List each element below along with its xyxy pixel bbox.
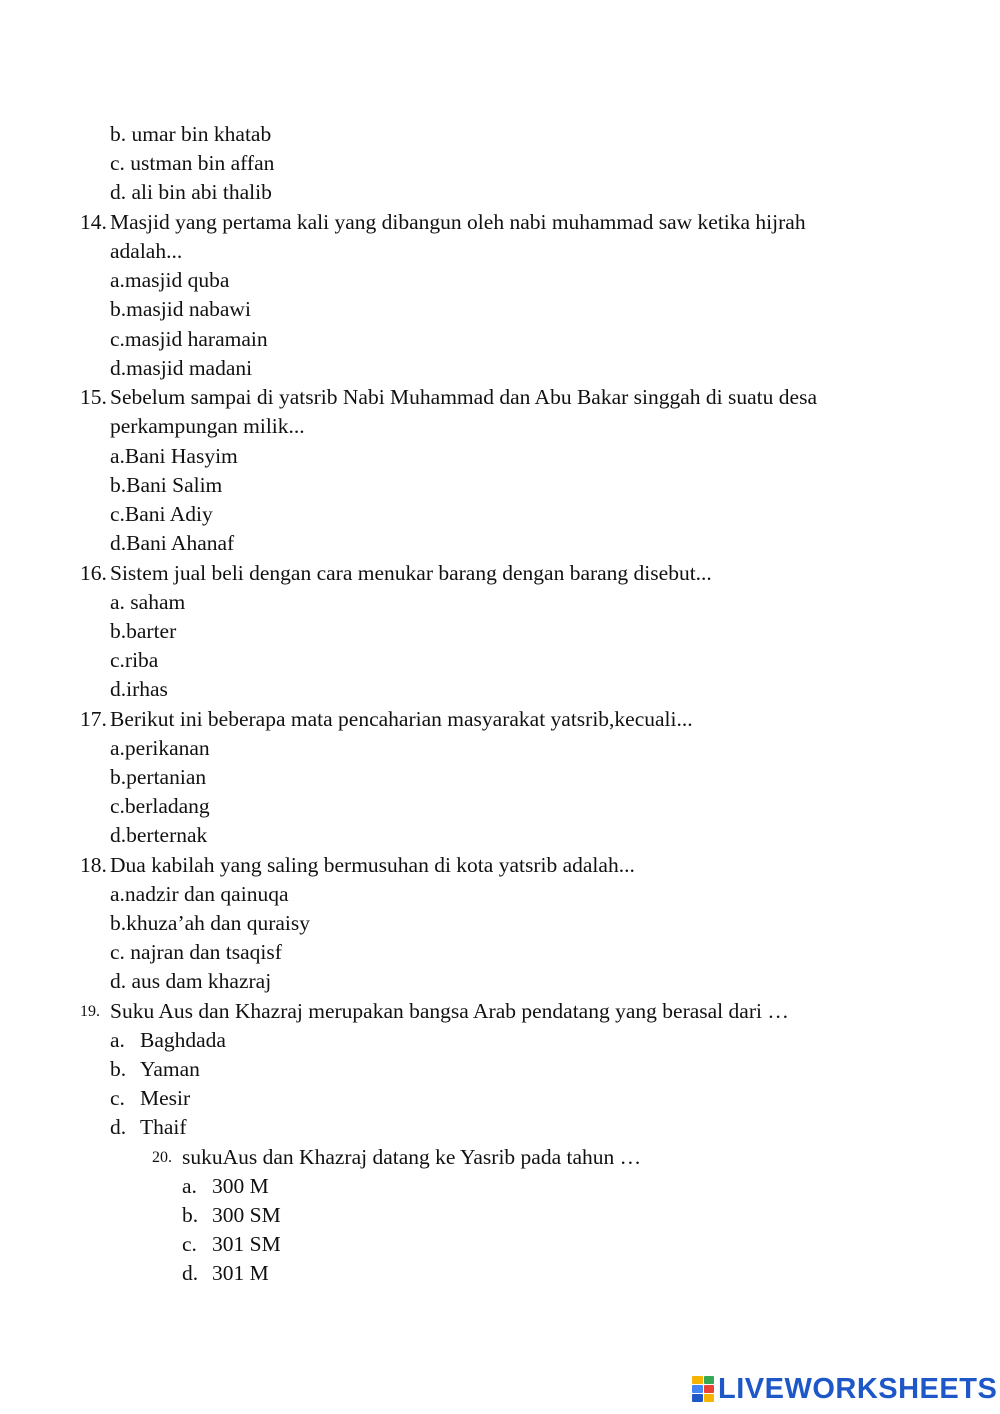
q17-option-d: d.berternak (110, 823, 208, 847)
q20-option-a-letter: a. (182, 1174, 197, 1198)
q15-option-c: c.Bani Adiy (110, 502, 213, 526)
q17-option-b: b.pertanian (110, 765, 207, 789)
logo-text: LIVEWORKSHEETS (718, 1372, 998, 1405)
q18-question: Dua kabilah yang saling bermusuhan di kota yatsrib adalah... (110, 853, 635, 877)
q19-option-b-letter: b. (110, 1057, 127, 1081)
q16-question: Sistem jual beli dengan cara menukar barang dengan barang disebut... (110, 561, 712, 585)
q15-option-a: a.Bani Hasyim (110, 444, 238, 468)
q14-question-line1: Masjid yang pertama kali yang dibangun oleh nabi muhammad saw ketika hijrah (110, 210, 806, 234)
q18-option-d: d. aus dam khazraj (110, 969, 272, 993)
q20-option-c-letter: c. (182, 1232, 197, 1256)
q15-question-line1: Sebelum sampai di yatsrib Nabi Muhammad dan Abu Bakar singgah di suatu desa (110, 385, 817, 409)
q15-number: 15. (80, 385, 107, 409)
q19-option-c-letter: c. (110, 1086, 125, 1110)
logo-mark-tile (692, 1385, 703, 1393)
q18-option-b: b.khuza’ah dan quraisy (110, 911, 310, 935)
logo-mark-tile (704, 1385, 715, 1393)
q14-option-a: a.masjid quba (110, 268, 230, 292)
q14-option-d: d.masjid madani (110, 356, 253, 380)
q13-option-d: d. ali bin abi thalib (110, 180, 272, 204)
q15-option-d: d.Bani Ahanaf (110, 531, 235, 555)
logo-mark-tile (704, 1376, 715, 1384)
q17-question: Berikut ini beberapa mata pencaharian masyarakat yatsrib,kecuali... (110, 707, 693, 731)
q14-option-c: c.masjid haramain (110, 327, 268, 351)
q13-option-c: c. ustman bin affan (110, 151, 275, 175)
q15-question-line2: perkampungan milik... (110, 414, 305, 438)
q14-option-b: b.masjid nabawi (110, 297, 251, 321)
q20-option-d-text: 301 M (212, 1261, 269, 1285)
q13-option-b: b. umar bin khatab (110, 122, 272, 146)
q19-question: Suku Aus dan Khazraj merupakan bangsa Arab pendatang yang berasal dari … (110, 999, 789, 1023)
q17-number: 17. (80, 707, 107, 731)
q19-option-a-text: Baghdada (140, 1028, 226, 1052)
liveworksheets-logo-mark-icon (692, 1376, 714, 1402)
q18-option-c: c. najran dan tsaqisf (110, 940, 282, 964)
q14-number: 14. (80, 210, 107, 234)
q20-option-b-letter: b. (182, 1203, 199, 1227)
q15-option-b: b.Bani Salim (110, 473, 223, 497)
q19-option-c-text: Mesir (140, 1086, 191, 1110)
q16-option-c: c.riba (110, 648, 159, 672)
q19-option-d-text: Thaif (140, 1115, 187, 1139)
logo-mark-tile (692, 1394, 703, 1402)
q16-option-a: a. saham (110, 590, 186, 614)
q18-number: 18. (80, 853, 107, 877)
q18-option-a: a.nadzir dan qainuqa (110, 882, 289, 906)
q20-question: sukuAus dan Khazraj datang ke Yasrib pada tahun … (182, 1145, 642, 1169)
liveworksheets-logo (692, 1373, 997, 1405)
q16-option-b: b.barter (110, 619, 177, 643)
q20-option-c-text: 301 SM (212, 1232, 281, 1256)
q19-number: 19. (80, 1003, 100, 1020)
q20-option-b-text: 300 SM (212, 1203, 281, 1227)
q19-option-a-letter: a. (110, 1028, 125, 1052)
q17-option-c: c.berladang (110, 794, 210, 818)
q19-option-d-letter: d. (110, 1115, 127, 1139)
q20-number: 20. (152, 1149, 172, 1166)
q14-question-line2: adalah... (110, 239, 183, 263)
q19-option-b-text: Yaman (140, 1057, 200, 1081)
q20-option-d-letter: d. (182, 1261, 199, 1285)
q20-option-a-text: 300 M (212, 1174, 269, 1198)
q16-option-d: d.irhas (110, 677, 168, 701)
logo-mark-tile (704, 1394, 715, 1402)
logo-mark-tile (692, 1376, 703, 1384)
q17-option-a: a.perikanan (110, 736, 210, 760)
q16-number: 16. (80, 561, 107, 585)
